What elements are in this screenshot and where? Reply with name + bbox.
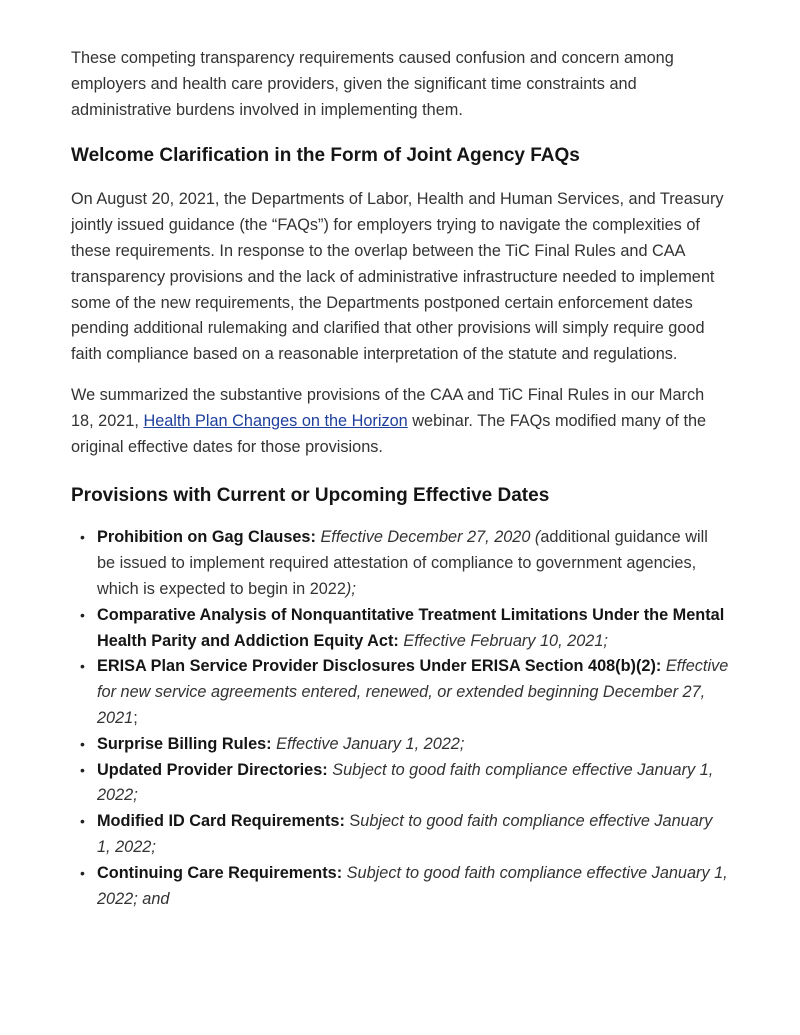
provision-note: additional guidance will be issued to implement required attestation of compliance to government agencies, which is expected to begin in 2022 <box>97 528 708 598</box>
provision-term: Surprise Billing Rules: <box>97 734 272 753</box>
provision-effective-date: Subject to good faith compliance effective January 1, 2022; <box>97 760 714 805</box>
list-item-erisa-disclosures <box>80 654 730 731</box>
section-heading-provisions: Provisions with Current or Upcoming Effective Dates <box>71 485 550 507</box>
section-heading-clarification: Welcome Clarification in the Form of Joint Agency FAQs <box>71 145 580 167</box>
provision-term: Modified ID Card Requirements: <box>97 812 345 831</box>
provision-effective-date: Effective December 27, 2020 ( <box>315 528 541 547</box>
bullet-icon: • <box>80 735 85 752</box>
list-item-gag-clauses <box>80 525 730 602</box>
provision-note-close: ); <box>345 579 356 598</box>
provision-term: Updated Provider Directories: <box>97 760 328 779</box>
list-item-surprise-billing <box>80 732 730 758</box>
provision-effective-date: Effective February 10, 2021; <box>398 631 608 650</box>
provision-punctuation: ; <box>133 708 138 727</box>
bullet-icon: • <box>80 864 85 881</box>
provisions-list <box>71 525 730 912</box>
provision-term: Prohibition on Gag Clauses: <box>97 528 316 547</box>
list-item-id-card <box>80 809 730 861</box>
provision-term: Comparative Analysis of Nonquantitative Treatment Limitations Under the Mental Health Parity and Addiction Equity Act: <box>97 605 725 650</box>
bullet-icon: • <box>80 606 85 623</box>
list-item-nqtl-analysis <box>80 603 730 655</box>
summary-paragraph <box>71 383 730 460</box>
summary-text-after-link: webinar. The FAQs modified many of the original effective dates for those provisions. <box>71 411 707 456</box>
bullet-icon: • <box>80 761 85 778</box>
faqs-paragraph: On August 20, 2021, the Departments of Labor, Health and Human Services, and Treasury jointly issued guidance (the “FAQs”) for employers trying to navigate the complexities of these requirements. In response to the overlap between the TiC Final Rules and CAA transparency provisions and the lack of administrative infrastructure needed to implement some of the new requirements, the Departments postponed certain enforcement dates pending additional rulemaking and clarified that other provisions will simply require good faith compliance based on a reasonable interpretation of the statute and regulations. <box>71 190 724 364</box>
provision-term: ERISA Plan Service Provider Disclosures Under ERISA Section 408(b)(2): <box>97 657 662 676</box>
bullet-icon: • <box>80 658 85 675</box>
provision-effective-date: Subject to good faith compliance effective January 1, 2022; and <box>97 863 728 908</box>
provision-effective-date: Effective January 1, 2022; <box>271 734 465 753</box>
provision-term: Continuing Care Requirements: <box>97 863 343 882</box>
provision-lead-letter: S <box>344 812 361 831</box>
summary-text-before-link: We summarized the substantive provisions of the CAA and TiC Final Rules in our March 18, 2021, <box>71 385 705 430</box>
list-item-continuing-care <box>80 861 730 913</box>
webinar-link[interactable]: Health Plan Changes on the Horizon <box>143 411 408 430</box>
provision-effective-date: Effective for new service agreements entered, renewed, or extended beginning December 27, 2021 <box>97 657 729 727</box>
provision-effective-date: ubject to good faith compliance effective January 1, 2022; <box>97 812 713 856</box>
list-item-provider-directories <box>80 758 730 810</box>
bullet-icon: • <box>80 529 85 546</box>
intro-paragraph: These competing transparency requirements caused confusion and concern among employers and health care providers, given the significant time constraints and administrative burdens involved in implementing them. <box>71 49 674 119</box>
bullet-icon: • <box>80 813 85 830</box>
